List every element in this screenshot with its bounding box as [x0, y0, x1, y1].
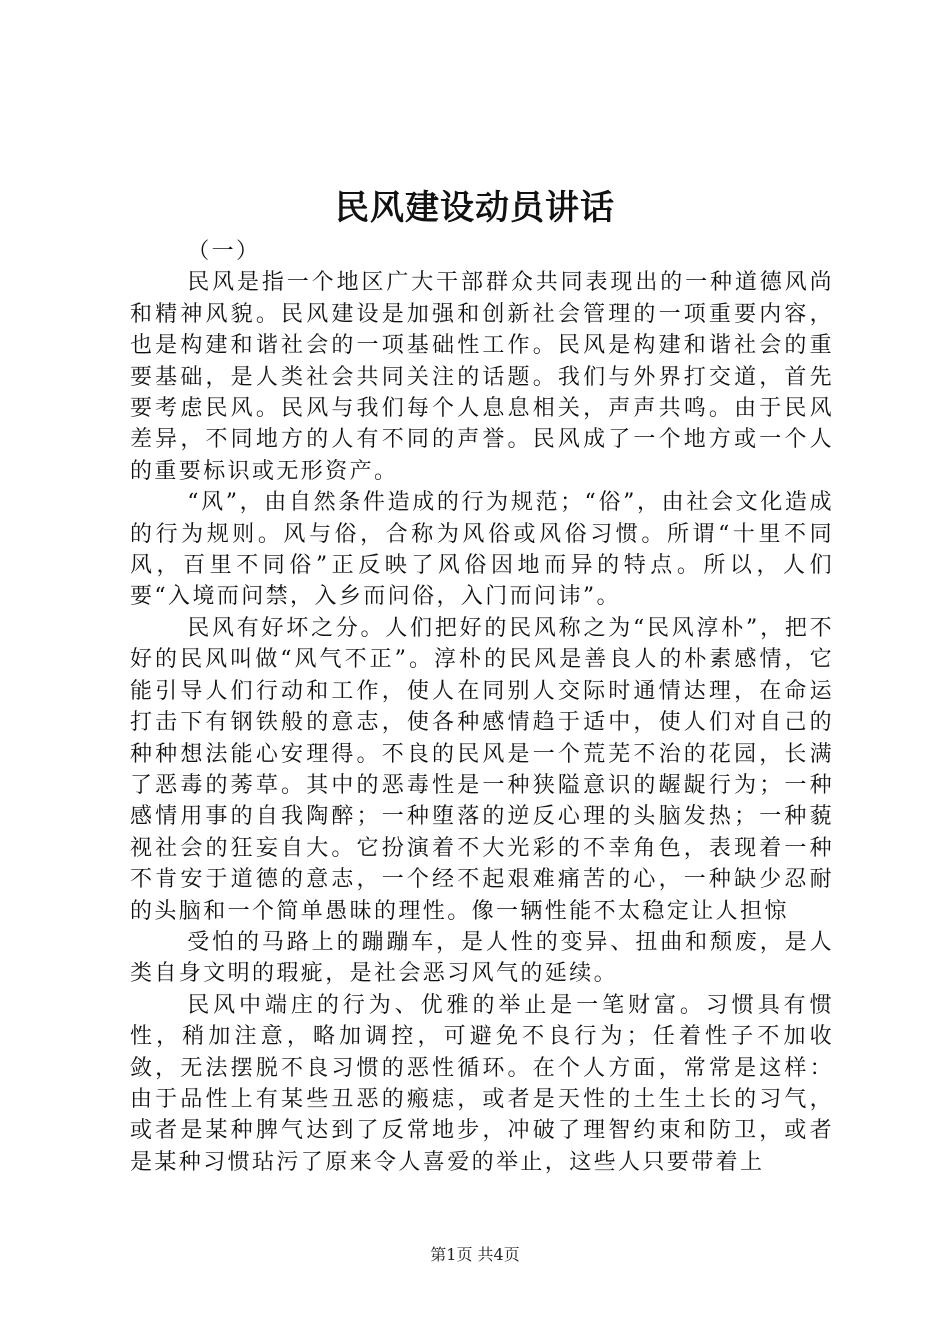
section-heading: （一）: [187, 239, 261, 264]
paragraph: 民风是指一个地区广大干部群众共同表现出的一种道德风尚和精神风貌。民风建设是加强和创新社会管理的一项重要内容，也是构建和谐社会的一项基础性工作。民风是构建和谐社会的重要基础，是人类社会共同关注的话题。我们与外界打交道，首先要考虑民风。民风与我们每个人息息相关，声声共鸣。由于民风差异，不同地方的人有不同的声誉。民风成了一个地方或一个人的重要标识或无形资产。: [130, 270, 834, 484]
document-title: 民风建设动员讲话: [335, 188, 615, 228]
paragraph: 民风有好坏之分。人们把好的民风称之为“民风淳朴”，把不好的民风叫做“风气不正”。淳朴的民风是善良人的朴素感情，它能引导人们行动和工作，使人在同别人交际时通情达理，在命运打击下有钢铁般的意志，使各种感情趋于适中，使人们对自己的种种想法能心安理得。不良的民风是一个荒芜不治的花园，长满了恶毒的莠草。其中的恶毒性是一种狭隘意识的龌龊行为；一种感情用事的自我陶醉；一种堕落的逆反心理的头脑发热；一种藐视社会的狂妄自大。它扮演着不大光彩的不幸角色，表现着一种不肯安于道德的意志，一个经不起艰难痛苦的心，一种缺少忍耐的头脑和一个简单愚昧的理性。像一辆性能不太稳定让人担惊: [130, 615, 834, 924]
document-body: [130, 236, 834, 1178]
paragraph: 受怕的马路上的蹦蹦车，是人性的变异、扭曲和颓废，是人类自身文明的瑕疵，是社会恶习风气的延续。: [130, 929, 834, 987]
paragraph: “风”，由自然条件造成的行为规范；“俗”，由社会文化造成的行为规则。风与俗，合称为风俗或风俗习惯。所谓“十里不同风，百里不同俗”正反映了风俗因地而异的特点。所以，人们要“入境而问禁，入乡而问俗，入门而问讳”。: [130, 490, 834, 610]
paragraph: 民风中端庄的行为、优雅的举止是一笔财富。习惯具有惯性，稍加注意，略加调控，可避免不良行为；任着性子不加收敛，无法摆脱不良习惯的恶性循环。在个人方面，常常是这样：由于品性上有某些丑恶的瘢痣，或者是天性的土生土长的习气，或者是某种脾气达到了反常地步，冲破了理智约束和防卫，或者是某种习惯玷污了原来令人喜爱的举止，这些人只要带着上: [130, 992, 834, 1175]
page-number-footer: 第1页 共4页: [430, 1245, 520, 1264]
